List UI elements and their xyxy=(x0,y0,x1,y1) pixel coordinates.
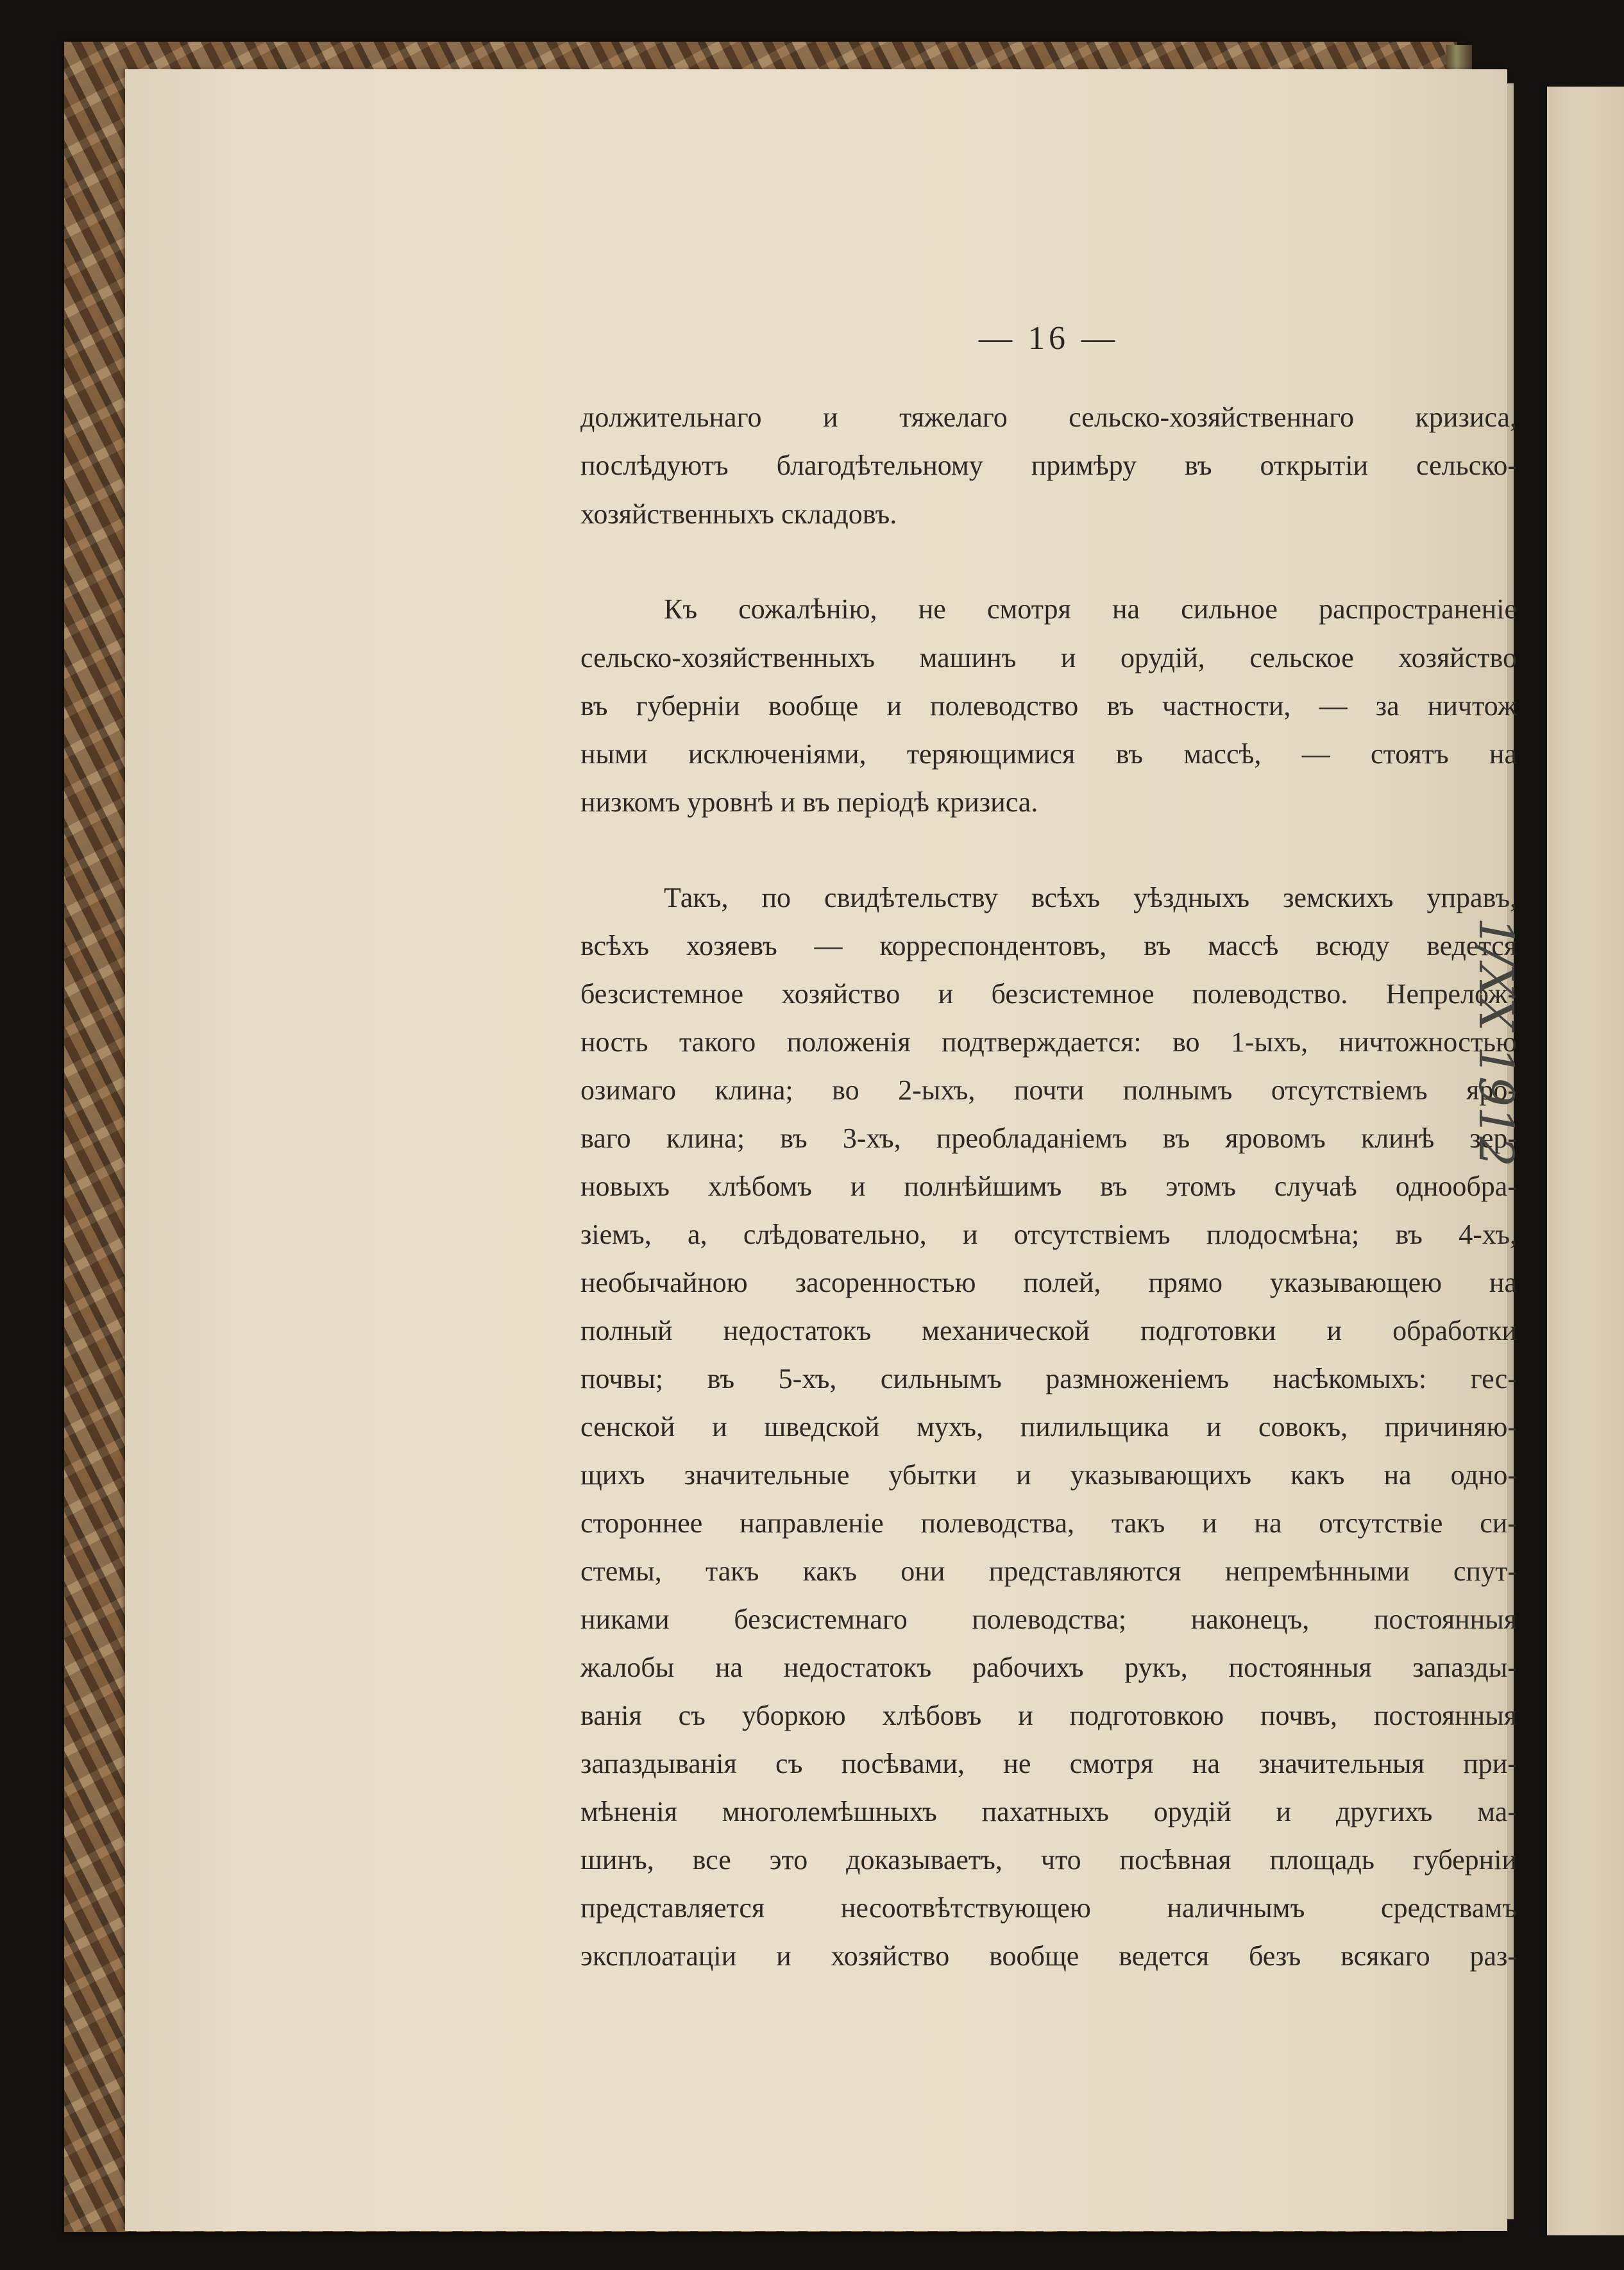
text-line: почвы; въ 5-хъ, сильнымъ размноженіемъ насѣкомыхъ: гес- xyxy=(580,1363,1517,1394)
page-number: — 16 — xyxy=(979,320,1119,357)
text-line: сенской и шведской мухъ, пилильщика и совокъ, причиняю- xyxy=(580,1411,1517,1443)
text-line: послѣдуютъ благодѣтельному примѣру въ открытіи сельско- xyxy=(580,450,1517,481)
text-line: Къ сожалѣнію, не смотря на сильное распространеніе xyxy=(664,593,1517,625)
text-line: жалобы на недостатокъ рабочихъ рукъ, постоянныя запазды- xyxy=(580,1652,1517,1683)
text-line: всѣхъ хозяевъ — корреспондентовъ, въ массѣ всюду ведется xyxy=(580,930,1517,961)
page-gutter-shadow xyxy=(1539,83,1547,2239)
text-line: должительнаго и тяжелаго сельско-хозяйственнаго кризиса, xyxy=(580,402,1517,433)
text-line: запаздыванія съ посѣвами, не смотря на значительныя при- xyxy=(580,1748,1517,1779)
text-line: ными исключеніями, теряющимися въ массѣ, — стоятъ на xyxy=(580,738,1517,770)
text-line: ванія съ уборкою хлѣбовъ и подготовкою почвъ, постоянныя xyxy=(580,1700,1517,1731)
text-line: новыхъ хлѣбомъ и полнѣйшимъ въ этомъ случаѣ однообра- xyxy=(580,1171,1517,1202)
text-line: хозяйственныхъ складовъ. xyxy=(580,498,897,530)
text-line: въ губерніи вообще и полеводство въ частности, — за ничтож xyxy=(580,690,1517,722)
text-line: ность такого положенія подтверждается: во 1-ыхъ, ничтожностью xyxy=(580,1026,1517,1058)
text-line: безсистемное хозяйство и безсистемное полеводство. Непрелож- xyxy=(580,978,1517,1010)
text-line: шинъ, все это доказываетъ, что посѣвная площадь губерніи xyxy=(580,1844,1517,1876)
text-line: ваго клина; въ 3-хъ, преобладаніемъ въ яровомъ клинѣ зер- xyxy=(580,1122,1517,1154)
text-line: Такъ, по свидѣтельству всѣхъ уѣздныхъ земскихъ управъ, xyxy=(664,882,1517,913)
text-line: стороннее направленіе полеводства, такъ и на отсутствіе си- xyxy=(580,1507,1517,1539)
text-line: низкомъ уровнѣ и въ періодѣ кризиса. xyxy=(580,786,1038,818)
text-line: представляется несоотвѣтствующею наличнымъ средствамъ xyxy=(580,1892,1517,1924)
text-line: мѣненія многолемѣшныхъ пахатныхъ орудій и другихъ ма- xyxy=(580,1796,1517,1827)
text-line: полный недостатокъ механической подготовки и обработки xyxy=(580,1315,1517,1346)
text-line: эксплоатаціи и хозяйство вообще ведется безъ всякаго раз- xyxy=(580,1940,1517,1972)
book-page xyxy=(125,69,1517,2231)
text-line: стемы, такъ какъ они представляются непремѣнными спут- xyxy=(580,1555,1517,1587)
text-line: сельско-хозяйственныхъ машинъ и орудій, сельское хозяйство xyxy=(580,642,1517,673)
text-line: озимаго клина; во 2-ыхъ, почти полнымъ отсутствіемъ яро- xyxy=(580,1074,1517,1106)
handwritten-margin-note: 1/ХХ 1912 xyxy=(1468,917,1523,1167)
text-line: необычайною засоренностью полей, прямо указывающею на xyxy=(580,1267,1517,1298)
facing-page-edge xyxy=(1539,87,1624,2235)
text-line: зіемъ, а, слѣдовательно, и отсутствіемъ плодосмѣна; въ 4-хъ, xyxy=(580,1219,1517,1250)
text-line: никами безсистемнаго полеводства; наконецъ, постоянныя xyxy=(580,1604,1517,1635)
text-line: щихъ значительные убытки и указывающихъ какъ на одно- xyxy=(580,1459,1517,1491)
